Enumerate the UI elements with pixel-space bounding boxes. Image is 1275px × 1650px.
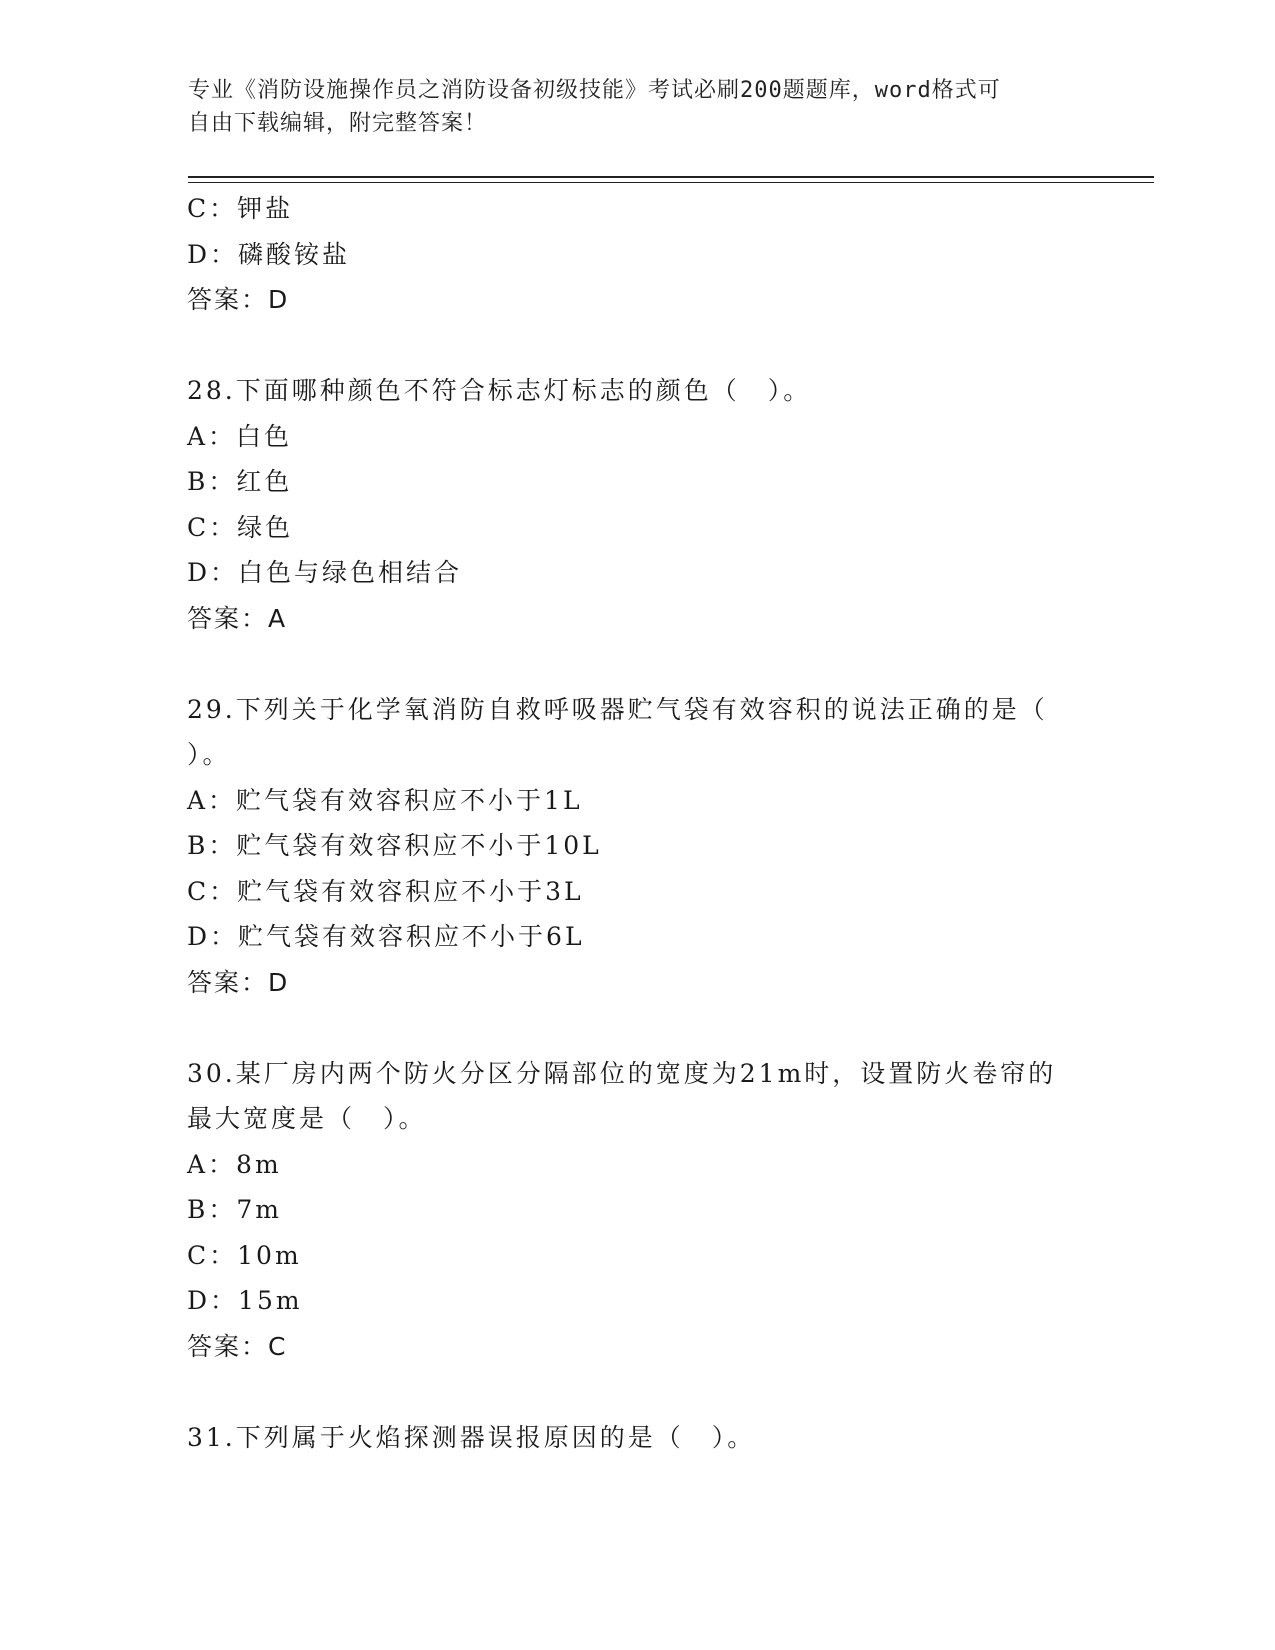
answer: 答案：A xyxy=(187,603,288,633)
answer: 答案：C xyxy=(187,1331,288,1361)
spacer xyxy=(187,323,1087,369)
header-line-2: 自由下载编辑，附完整答案！ xyxy=(188,111,488,136)
question-stem-line-1: 29.下列关于化学氧消防自救呼吸器贮气袋有效容积的说法正确的是（ xyxy=(187,694,1048,724)
answer: 答案：D xyxy=(187,967,290,997)
question-28 xyxy=(187,368,1087,641)
spacer xyxy=(187,641,1087,687)
header-rule-thin xyxy=(188,182,1154,183)
question-stem-line-1: 30.某厂房内两个防火分区分隔部位的宽度为21m时，设置防火卷帘的 xyxy=(187,1058,1057,1088)
question-27-tail xyxy=(187,186,1087,323)
option-b: B：红色 xyxy=(187,467,293,496)
option-d: D：15m xyxy=(187,1286,303,1315)
question-29 xyxy=(187,687,1087,1006)
question-list xyxy=(187,186,1087,1460)
option-a: A：8m xyxy=(187,1149,282,1179)
question-30 xyxy=(187,1051,1087,1370)
option-c: C：绿色 xyxy=(187,512,294,542)
option-b: B：7m xyxy=(187,1195,282,1224)
answer: 答案：D xyxy=(187,285,290,314)
spacer xyxy=(187,1369,1087,1415)
option-b: B：贮气袋有效容积应不小于10L xyxy=(187,831,602,860)
option-c: C：钾盐 xyxy=(187,194,294,223)
document-header xyxy=(188,74,1068,140)
option-a: A：白色 xyxy=(187,421,293,451)
option-a: A：贮气袋有效容积应不小于1L xyxy=(187,785,583,815)
option-d: D：白色与绿色相结合 xyxy=(187,558,463,587)
option-c: C：贮气袋有效容积应不小于3L xyxy=(187,876,584,906)
question-stem-line-2: 最大宽度是（ ）。 xyxy=(187,1104,427,1133)
header-line-1: 专业《消防设施操作员之消防设备初级技能》考试必刷200题题库，word格式可 xyxy=(188,78,1001,103)
spacer xyxy=(187,1005,1087,1051)
option-d: D：贮气袋有效容积应不小于6L xyxy=(187,922,585,951)
option-c: C：10m xyxy=(187,1240,302,1270)
question-31 xyxy=(187,1415,1087,1461)
question-stem: 31.下列属于火焰探测器误报原因的是（ ）。 xyxy=(187,1422,756,1452)
header-rule-thick xyxy=(188,176,1154,178)
option-d: D：磷酸铵盐 xyxy=(187,239,351,269)
question-stem-line-2: ）。 xyxy=(187,740,231,769)
question-stem: 28.下面哪种颜色不符合标志灯标志的颜色（ ）。 xyxy=(187,376,812,405)
